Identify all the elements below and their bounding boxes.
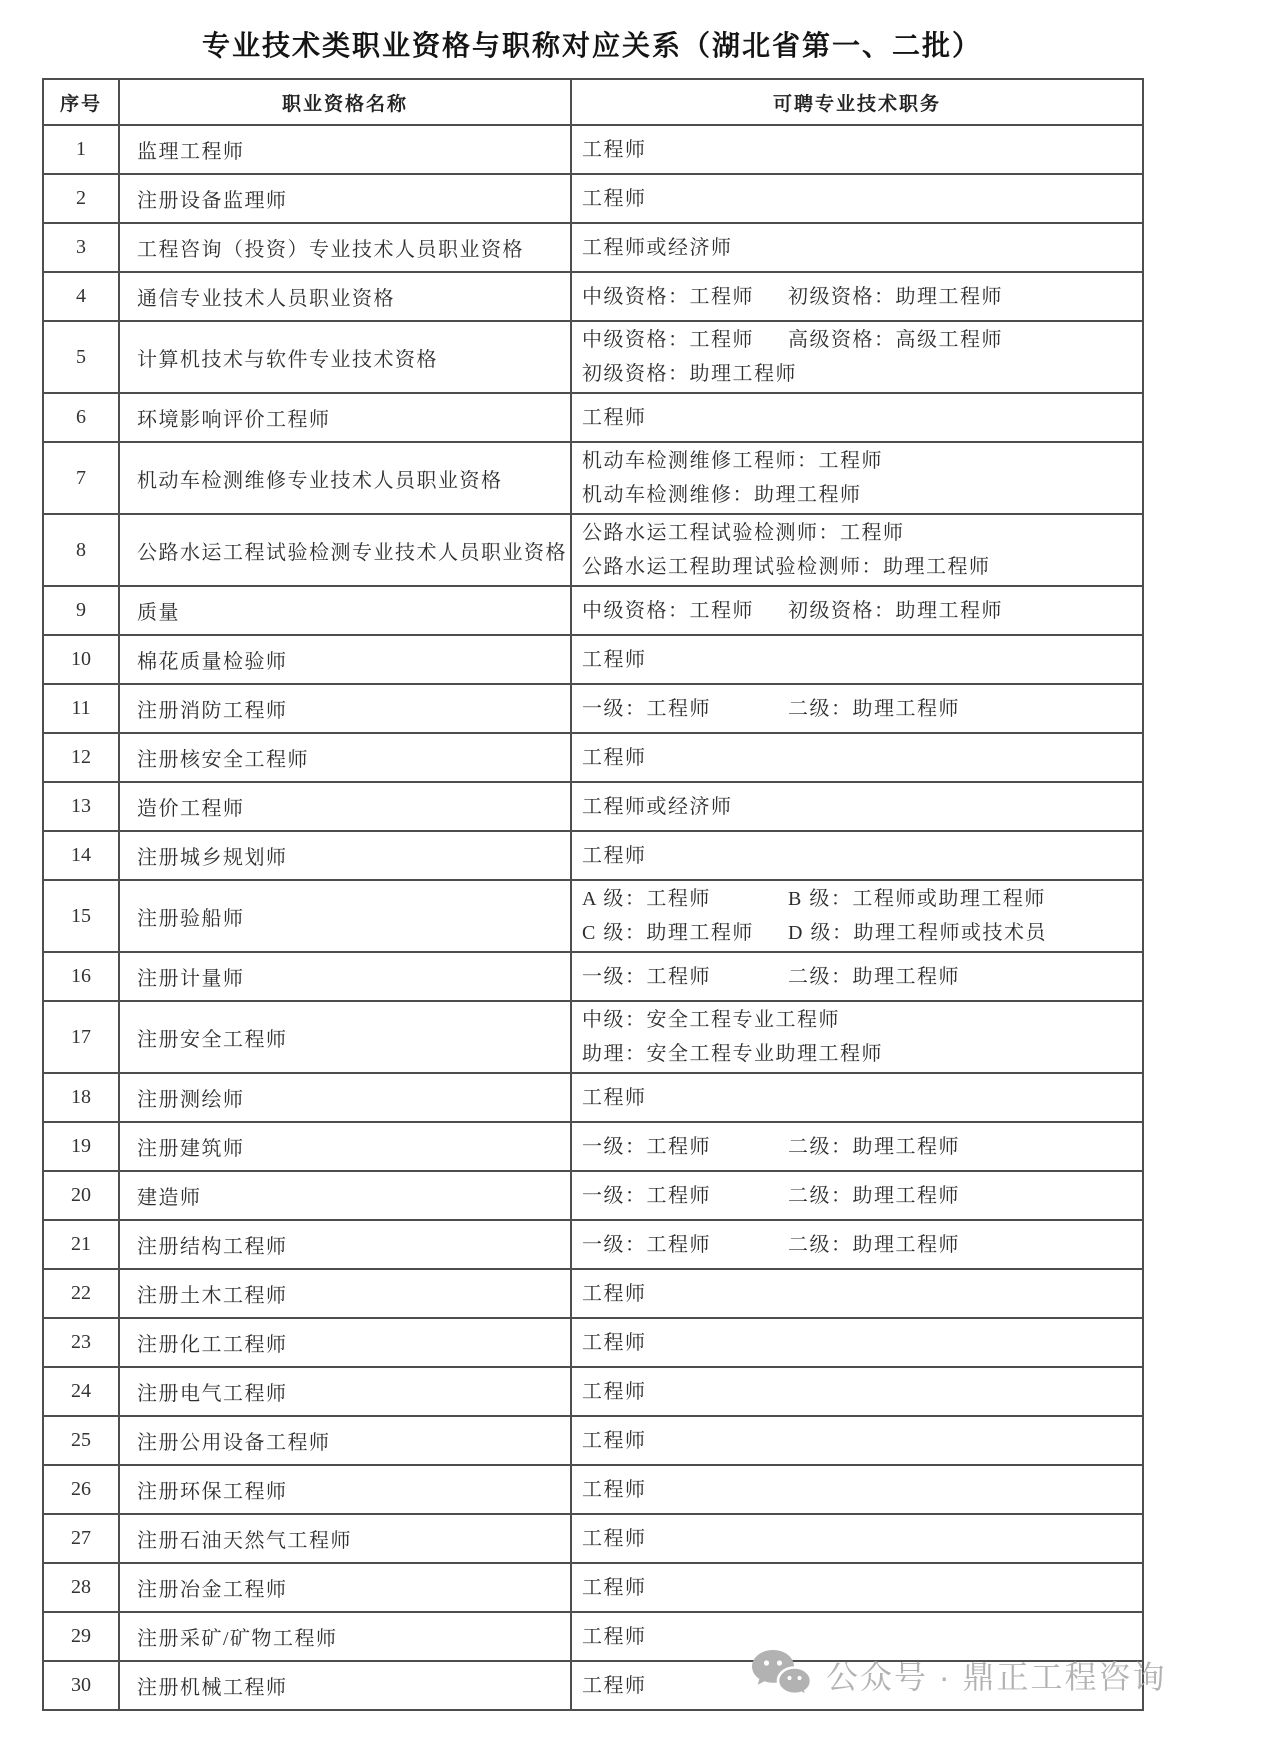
row-index-cell: 27 <box>43 1514 119 1563</box>
qualification-name-cell: 计算机技术与软件专业技术资格 <box>119 321 571 393</box>
qualification-name-cell: 注册电气工程师 <box>119 1367 571 1416</box>
position-cell: 工程师 <box>571 1318 1143 1367</box>
table-row <box>43 1122 1143 1171</box>
col-header-index: 序号 <box>43 79 119 125</box>
row-index-cell: 2 <box>43 174 119 223</box>
table-row <box>43 880 1143 952</box>
table-row <box>43 393 1143 442</box>
position-cell: 工程师 <box>571 1269 1143 1318</box>
table-row <box>43 1465 1143 1514</box>
table-row <box>43 1416 1143 1465</box>
col-header-qualification-name: 职业资格名称 <box>119 79 571 125</box>
position-cell: 中级资格：工程师 初级资格：助理工程师 <box>571 272 1143 321</box>
qualification-name-cell: 环境影响评价工程师 <box>119 393 571 442</box>
position-cell: 工程师 <box>571 1465 1143 1514</box>
table-row <box>43 1220 1143 1269</box>
table-row <box>43 321 1143 393</box>
table-row <box>43 1514 1143 1563</box>
qualification-name-cell: 建造师 <box>119 1171 571 1220</box>
position-cell: 工程师 <box>571 1661 1143 1710</box>
row-index-cell: 19 <box>43 1122 119 1171</box>
row-index-cell: 21 <box>43 1220 119 1269</box>
position-cell: 工程师或经济师 <box>571 223 1143 272</box>
row-index-cell: 12 <box>43 733 119 782</box>
table-row <box>43 586 1143 635</box>
table-row <box>43 1318 1143 1367</box>
qualification-name-cell: 公路水运工程试验检测专业技术人员职业资格 <box>119 514 571 586</box>
qualification-name-cell: 注册建筑师 <box>119 1122 571 1171</box>
table-row <box>43 782 1143 831</box>
qualification-name-cell: 注册设备监理师 <box>119 174 571 223</box>
position-cell: 工程师 <box>571 1514 1143 1563</box>
position-cell: 一级：工程师 二级：助理工程师 <box>571 1220 1143 1269</box>
row-index-cell: 7 <box>43 442 119 514</box>
position-cell: 公路水运工程试验检测师：工程师 公路水运工程助理试验检测师：助理工程师 <box>571 514 1143 586</box>
qualification-name-cell: 机动车检测维修专业技术人员职业资格 <box>119 442 571 514</box>
position-cell: 工程师 <box>571 1563 1143 1612</box>
table-row <box>43 684 1143 733</box>
position-cell: 中级资格：工程师 初级资格：助理工程师 <box>571 586 1143 635</box>
qualification-table <box>42 78 1144 1711</box>
row-index-cell: 8 <box>43 514 119 586</box>
row-index-cell: 29 <box>43 1612 119 1661</box>
position-cell: 工程师 <box>571 1416 1143 1465</box>
table-row <box>43 1001 1143 1073</box>
row-index-cell: 22 <box>43 1269 119 1318</box>
position-cell: 工程师 <box>571 1367 1143 1416</box>
qualification-name-cell: 注册验船师 <box>119 880 571 952</box>
position-cell: 工程师 <box>571 831 1143 880</box>
row-index-cell: 28 <box>43 1563 119 1612</box>
position-cell: 一级：工程师 二级：助理工程师 <box>571 952 1143 1001</box>
table-row <box>43 442 1143 514</box>
table-row <box>43 125 1143 174</box>
qualification-name-cell: 造价工程师 <box>119 782 571 831</box>
position-cell: 工程师 <box>571 125 1143 174</box>
page-title: 专业技术类职业资格与职称对应关系（湖北省第一、二批） <box>201 30 982 61</box>
position-cell: 工程师或经济师 <box>571 782 1143 831</box>
row-index-cell: 14 <box>43 831 119 880</box>
row-index-cell: 26 <box>43 1465 119 1514</box>
position-cell: 中级资格：工程师 高级资格：高级工程师 初级资格：助理工程师 <box>571 321 1143 393</box>
qualification-name-cell: 注册结构工程师 <box>119 1220 571 1269</box>
row-index-cell: 15 <box>43 880 119 952</box>
qualification-name-cell: 通信专业技术人员职业资格 <box>119 272 571 321</box>
row-index-cell: 4 <box>43 272 119 321</box>
position-cell: 工程师 <box>571 393 1143 442</box>
row-index-cell: 11 <box>43 684 119 733</box>
qualification-name-cell: 注册机械工程师 <box>119 1661 571 1710</box>
position-cell: 工程师 <box>571 1612 1143 1661</box>
qualification-name-cell: 棉花质量检验师 <box>119 635 571 684</box>
qualification-name-cell: 注册冶金工程师 <box>119 1563 571 1612</box>
position-cell: A 级：工程师 B 级：工程师或助理工程师 C 级：助理工程师 D 级：助理工程师或技术员 <box>571 880 1143 952</box>
qualification-name-cell: 注册计量师 <box>119 952 571 1001</box>
position-cell: 工程师 <box>571 1073 1143 1122</box>
qualification-name-cell: 注册测绘师 <box>119 1073 571 1122</box>
table-row <box>43 223 1143 272</box>
row-index-cell: 1 <box>43 125 119 174</box>
row-index-cell: 30 <box>43 1661 119 1710</box>
row-index-cell: 5 <box>43 321 119 393</box>
table-header-row <box>43 79 1143 125</box>
qualification-name-cell: 注册消防工程师 <box>119 684 571 733</box>
position-cell: 工程师 <box>571 174 1143 223</box>
table-row <box>43 174 1143 223</box>
position-cell: 一级：工程师 二级：助理工程师 <box>571 1122 1143 1171</box>
position-cell: 中级：安全工程专业工程师 助理：安全工程专业助理工程师 <box>571 1001 1143 1073</box>
qualification-name-cell: 质量 <box>119 586 571 635</box>
row-index-cell: 25 <box>43 1416 119 1465</box>
row-index-cell: 18 <box>43 1073 119 1122</box>
table-row <box>43 1073 1143 1122</box>
position-cell: 一级：工程师 二级：助理工程师 <box>571 684 1143 733</box>
qualification-name-cell: 注册公用设备工程师 <box>119 1416 571 1465</box>
table-row <box>43 1269 1143 1318</box>
qualification-name-cell: 注册核安全工程师 <box>119 733 571 782</box>
table-row <box>43 952 1143 1001</box>
qualification-name-cell: 注册化工工程师 <box>119 1318 571 1367</box>
qualification-name-cell: 注册采矿/矿物工程师 <box>119 1612 571 1661</box>
position-cell: 工程师 <box>571 635 1143 684</box>
qualification-name-cell: 注册城乡规划师 <box>119 831 571 880</box>
table-row <box>43 831 1143 880</box>
row-index-cell: 6 <box>43 393 119 442</box>
position-cell: 一级：工程师 二级：助理工程师 <box>571 1171 1143 1220</box>
row-index-cell: 17 <box>43 1001 119 1073</box>
qualification-name-cell: 工程咨询（投资）专业技术人员职业资格 <box>119 223 571 272</box>
table-row <box>43 635 1143 684</box>
position-cell: 机动车检测维修工程师：工程师 机动车检测维修：助理工程师 <box>571 442 1143 514</box>
table-row <box>43 272 1143 321</box>
row-index-cell: 23 <box>43 1318 119 1367</box>
table-row <box>43 1563 1143 1612</box>
qualification-name-cell: 监理工程师 <box>119 125 571 174</box>
position-cell: 工程师 <box>571 733 1143 782</box>
row-index-cell: 13 <box>43 782 119 831</box>
table-row <box>43 1612 1143 1661</box>
qualification-name-cell: 注册环保工程师 <box>119 1465 571 1514</box>
qualification-name-cell: 注册安全工程师 <box>119 1001 571 1073</box>
table-row <box>43 733 1143 782</box>
table-row <box>43 1367 1143 1416</box>
row-index-cell: 9 <box>43 586 119 635</box>
table-row <box>43 514 1143 586</box>
row-index-cell: 20 <box>43 1171 119 1220</box>
row-index-cell: 3 <box>43 223 119 272</box>
row-index-cell: 16 <box>43 952 119 1001</box>
qualification-name-cell: 注册石油天然气工程师 <box>119 1514 571 1563</box>
watermark-text: 公众号 · 鼎正工程咨询 <box>826 1659 1167 1695</box>
row-index-cell: 24 <box>43 1367 119 1416</box>
qualification-name-cell: 注册土木工程师 <box>119 1269 571 1318</box>
row-index-cell: 10 <box>43 635 119 684</box>
table-row <box>43 1661 1143 1710</box>
col-header-position: 可聘专业技术职务 <box>571 79 1143 125</box>
table-row <box>43 1171 1143 1220</box>
